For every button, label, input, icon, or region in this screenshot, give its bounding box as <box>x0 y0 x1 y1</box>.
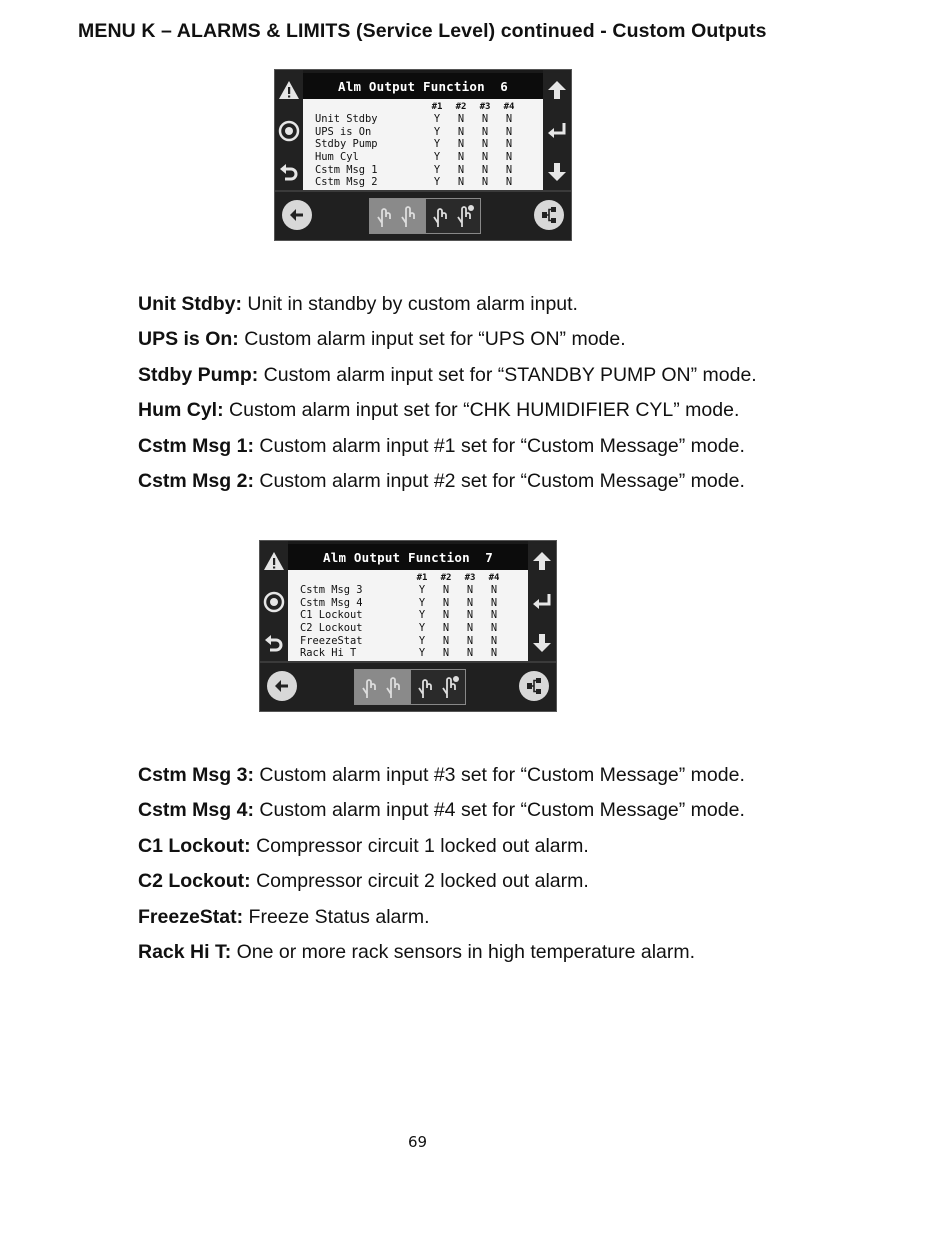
arrow-up-icon[interactable] <box>531 546 553 576</box>
table-row[interactable] <box>303 164 543 177</box>
table-row[interactable] <box>288 635 528 648</box>
row-value: Y <box>433 113 441 125</box>
row-value: Y <box>433 125 441 138</box>
description-line <box>138 327 757 362</box>
row-value: N <box>490 596 498 609</box>
row-value: N <box>466 647 474 660</box>
row-value: N <box>505 125 513 138</box>
lcd-display <box>303 73 543 191</box>
description-line <box>138 940 745 975</box>
description-text: Unit in standby by custom alarm input. <box>241 293 578 315</box>
warning-icon[interactable] <box>278 75 300 105</box>
screen-right-buttons <box>528 541 556 663</box>
output-function-table <box>303 102 543 189</box>
description-term: Stdby Pump: <box>138 363 259 386</box>
row-value: N <box>490 622 498 635</box>
column-header: #2 <box>455 102 467 112</box>
alarm-output-screen-7 <box>259 540 557 712</box>
row-value: N <box>481 151 489 164</box>
row-value: N <box>442 622 450 635</box>
table-row[interactable] <box>288 622 528 635</box>
description-line <box>138 363 757 398</box>
description-term: C1 Lockout: <box>138 834 251 857</box>
description-text: Custom alarm input #1 set for “Custom Message” mode. <box>253 434 745 457</box>
network-icon[interactable] <box>519 671 549 701</box>
row-value: Y <box>418 596 426 609</box>
row-label: Cstm Msg 3 <box>300 584 363 596</box>
page-title: MENU K – ALARMS & LIMITS (Service Level) continued - Custom Outputs <box>78 20 767 42</box>
back-icon[interactable] <box>267 671 297 701</box>
screen-bottom-bar <box>260 661 556 711</box>
screen-title: Alm Output Function 6 <box>303 73 543 99</box>
row-value: N <box>490 647 498 660</box>
table-row[interactable] <box>303 151 543 164</box>
settings-icon[interactable] <box>278 116 300 146</box>
table-row[interactable] <box>303 126 543 139</box>
row-value: Y <box>433 151 441 164</box>
description-term: Cstm Msg 1: <box>138 434 254 457</box>
row-value: N <box>505 138 513 151</box>
row-value: N <box>505 151 513 164</box>
description-line <box>138 905 745 940</box>
enter-icon[interactable] <box>546 116 568 146</box>
row-value: Y <box>418 634 426 647</box>
description-text: Compressor circuit 2 locked out alarm. <box>250 870 589 893</box>
description-line <box>138 834 745 869</box>
row-label: Cstm Msg 1 <box>315 163 378 176</box>
row-value: N <box>490 634 498 647</box>
row-value: N <box>481 138 489 151</box>
row-value: N <box>442 596 450 609</box>
undo-icon[interactable] <box>278 157 300 187</box>
description-term: Cstm Msg 3: <box>138 764 254 786</box>
description-text: Custom alarm input #3 set for “Custom Message” mode. <box>253 764 745 786</box>
row-value: N <box>457 151 465 164</box>
description-line <box>138 763 745 798</box>
row-value: N <box>457 113 465 125</box>
description-term: C2 Lockout: <box>138 870 251 893</box>
hand-touch-icon[interactable] <box>354 669 466 705</box>
table-row[interactable] <box>288 584 528 597</box>
row-value: N <box>490 609 498 622</box>
table-header <box>288 573 528 584</box>
row-value: N <box>457 163 465 176</box>
table-row[interactable] <box>288 647 528 660</box>
row-value: N <box>481 176 489 189</box>
row-value: N <box>481 125 489 138</box>
row-value: N <box>442 584 450 596</box>
row-value: N <box>466 584 474 596</box>
description-text: Compressor circuit 1 locked out alarm. <box>250 834 589 857</box>
screen-left-buttons <box>260 541 288 663</box>
table-row[interactable] <box>303 176 543 189</box>
screen-title: Alm Output Function 7 <box>288 544 528 570</box>
enter-icon[interactable] <box>531 587 553 617</box>
row-value: N <box>466 609 474 622</box>
row-label: Hum Cyl <box>315 151 359 164</box>
row-value: N <box>481 163 489 176</box>
row-value: N <box>481 113 489 125</box>
alarm-output-screen-6 <box>274 69 572 241</box>
row-label: Rack Hi T <box>300 647 357 660</box>
screen-right-buttons <box>543 70 571 192</box>
row-value: N <box>466 622 474 635</box>
row-value: N <box>442 634 450 647</box>
description-term: Cstm Msg 4: <box>138 799 254 822</box>
page-number: 69 <box>407 1133 428 1151</box>
network-icon[interactable] <box>534 200 564 230</box>
column-header: #4 <box>488 573 500 583</box>
undo-icon[interactable] <box>263 628 285 658</box>
row-label: FreezeStat <box>300 634 363 647</box>
row-label: C2 Lockout <box>300 622 363 635</box>
lcd-display <box>288 544 528 662</box>
row-value: Y <box>418 584 426 596</box>
screen-left-buttons <box>275 70 303 192</box>
table-row[interactable] <box>288 609 528 622</box>
description-term: Cstm Msg 2: <box>138 469 254 492</box>
screen-bottom-bar <box>275 190 571 240</box>
row-value: Y <box>433 138 441 151</box>
table-row[interactable] <box>303 138 543 151</box>
arrow-down-icon[interactable] <box>546 157 568 187</box>
column-header: #1 <box>416 573 428 583</box>
column-header: #1 <box>431 102 443 112</box>
row-value: N <box>505 113 513 125</box>
description-list-2 <box>138 763 745 975</box>
settings-icon[interactable] <box>263 587 285 617</box>
output-function-table <box>288 573 528 660</box>
description-line <box>138 869 745 904</box>
description-text: Custom alarm input set for “UPS ON” mode. <box>238 328 626 351</box>
row-value: N <box>457 138 465 151</box>
column-header: #3 <box>464 573 476 583</box>
table-header <box>303 102 543 113</box>
row-value: Y <box>418 609 426 622</box>
table-row[interactable] <box>303 113 543 126</box>
description-line <box>138 398 757 433</box>
description-term: Unit Stdby: <box>138 293 242 315</box>
description-line <box>138 469 757 504</box>
row-value: N <box>490 584 498 596</box>
row-value: N <box>457 125 465 138</box>
row-value: N <box>457 176 465 189</box>
description-term: UPS is On: <box>138 328 239 351</box>
description-text: One or more rack sensors in high temperature alarm. <box>231 940 696 963</box>
row-value: Y <box>418 647 426 660</box>
row-label: Cstm Msg 4 <box>300 596 363 609</box>
arrow-down-icon[interactable] <box>531 628 553 658</box>
table-row[interactable] <box>288 597 528 610</box>
row-label: Cstm Msg 2 <box>315 176 378 189</box>
back-icon[interactable] <box>282 200 312 230</box>
column-header: #2 <box>440 573 452 583</box>
column-header: #3 <box>479 102 491 112</box>
description-line <box>138 798 745 833</box>
row-label: UPS is On <box>315 125 372 138</box>
description-line <box>138 292 757 327</box>
row-value: N <box>466 596 474 609</box>
row-value: N <box>505 163 513 176</box>
row-value: Y <box>433 163 441 176</box>
row-value: N <box>442 647 450 660</box>
hand-touch-icon[interactable] <box>369 198 481 234</box>
description-line <box>138 434 757 469</box>
description-list-1 <box>138 292 757 504</box>
row-value: Y <box>418 622 426 635</box>
description-text: Custom alarm input set for “STANDBY PUMP ON” mode. <box>258 363 757 386</box>
row-label: Stdby Pump <box>315 138 378 151</box>
description-text: Custom alarm input #4 set for “Custom Message” mode. <box>253 799 745 822</box>
row-value: Y <box>433 176 441 189</box>
warning-icon[interactable] <box>263 546 285 576</box>
row-label: C1 Lockout <box>300 609 363 622</box>
description-text: Custom alarm input #2 set for “Custom Message” mode. <box>253 469 745 492</box>
row-label: Unit Stdby <box>315 113 378 125</box>
description-term: Rack Hi T: <box>138 940 232 963</box>
description-term: FreezeStat: <box>138 905 244 928</box>
row-value: N <box>505 176 513 189</box>
description-text: Custom alarm input set for “CHK HUMIDIFIER CYL” mode. <box>223 399 740 422</box>
description-term: Hum Cyl: <box>138 399 224 422</box>
row-value: N <box>442 609 450 622</box>
description-text: Freeze Status alarm. <box>243 905 430 928</box>
row-value: N <box>466 634 474 647</box>
arrow-up-icon[interactable] <box>546 75 568 105</box>
column-header: #4 <box>503 102 515 112</box>
